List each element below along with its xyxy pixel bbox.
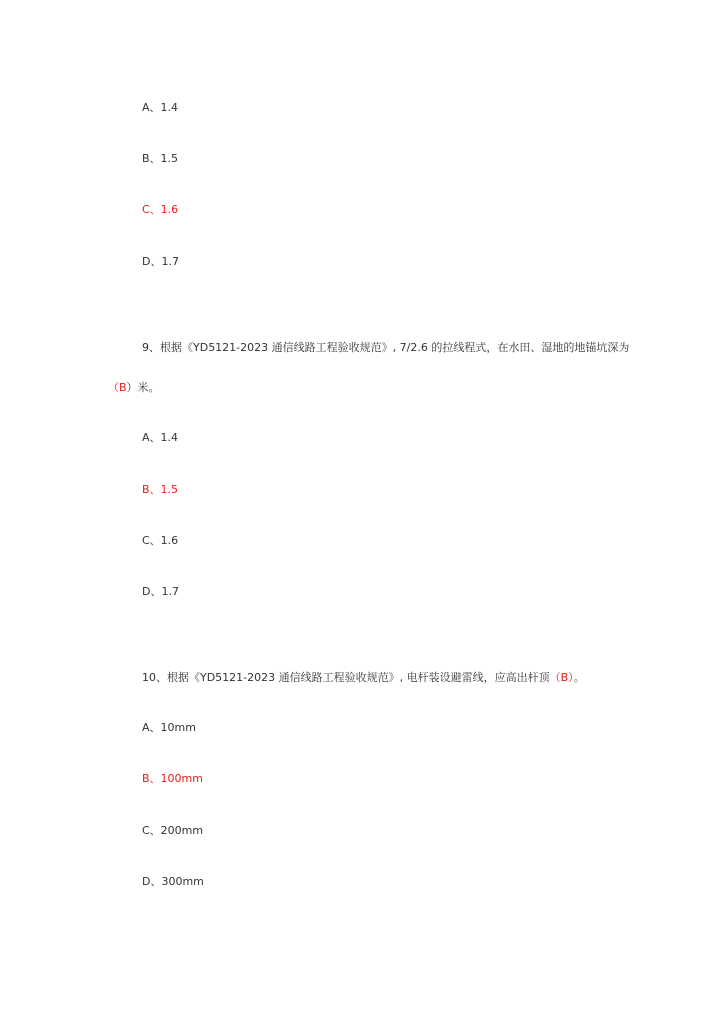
q10-option-a: A、10mm xyxy=(142,721,196,734)
q10-option-d: D、300mm xyxy=(142,875,204,888)
q9-option-a: A、1.4 xyxy=(142,431,179,444)
q10-stem xyxy=(142,670,585,686)
q9-close-paren-unit: ）米。 xyxy=(126,381,160,394)
q8-option-b: B、1.5 xyxy=(142,152,179,165)
q9-stem-line2 xyxy=(108,380,160,396)
q8-option-d: D、1.7 xyxy=(142,255,179,268)
q10-option-c: C、200mm xyxy=(142,824,204,837)
q9-answer: B xyxy=(119,381,127,394)
q10-answer: （B） xyxy=(549,671,574,684)
q8-option-c-correct: C、1.6 xyxy=(142,203,179,216)
q10-stem-end: 。 xyxy=(573,671,585,684)
q10-option-b-correct: B、100mm xyxy=(142,772,203,785)
q10-stem-text: 10、根据《YD5121-2023 通信线路工程验收规范》, 电杆装设避雷线，应高出杆顶 xyxy=(142,671,550,684)
q9-option-c: C、1.6 xyxy=(142,534,179,547)
q9-option-b-correct: B、1.5 xyxy=(142,483,179,496)
q9-stem-line1: 9、根据《YD5121-2023 通信线路工程验收规范》, 7/2.6 的拉线程式，在水田、湿地的地锚坑深为 xyxy=(142,341,630,354)
q8-option-a: A、1.4 xyxy=(142,101,179,114)
q9-open-paren: （ xyxy=(108,381,119,394)
q9-option-d: D、1.7 xyxy=(142,585,179,598)
